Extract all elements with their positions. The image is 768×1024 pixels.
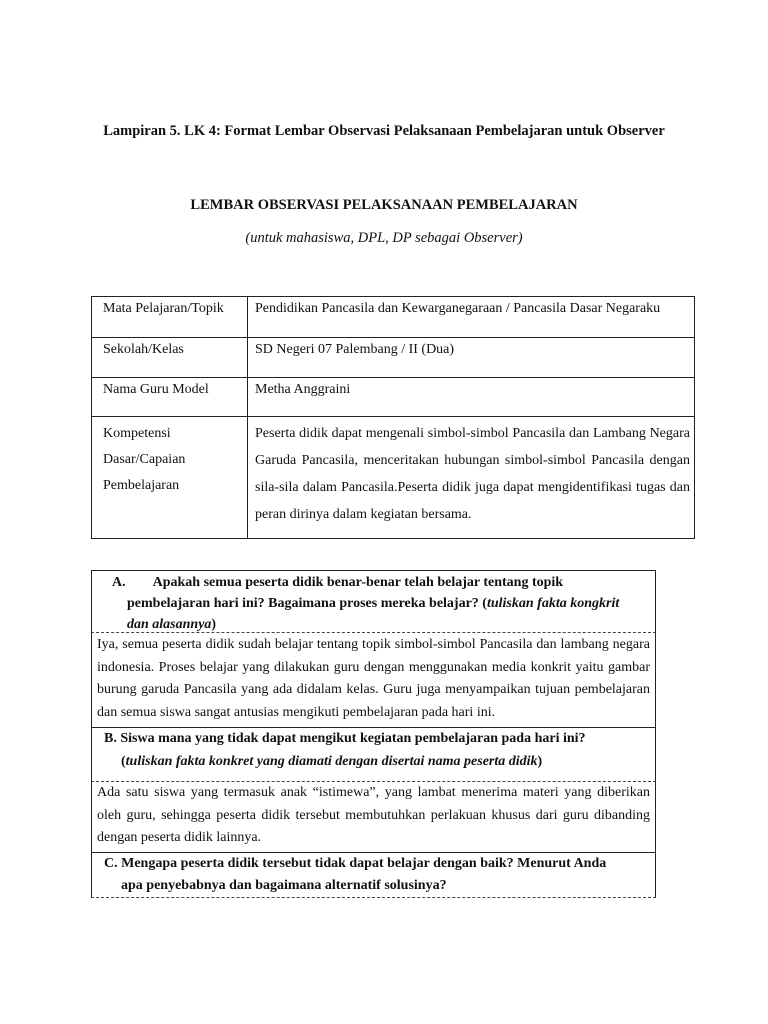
- field-label-competency: [92, 417, 248, 539]
- field-value-competency: [248, 417, 695, 539]
- field-value-teacher: Metha Anggraini: [248, 378, 695, 417]
- question-a-line: [100, 572, 647, 593]
- answer-b: Ada satu siswa yang termasuk anak “istimewa”, yang lambat menerima materi yang diberikan oleh guru, sehingga peserta didik tersebut membutuhkan perlakuan khusus dari guru dibanding dengan peserta didik lainnya.: [91, 782, 656, 853]
- question-c-line: apa penyebabnya dan bagaimana alternatif solusinya?: [121, 878, 447, 893]
- page-title: LEMBAR OBSERVASI PELAKSANAAN PEMBELAJARAN: [190, 197, 578, 213]
- question-c: [91, 853, 656, 898]
- table-row: [92, 378, 695, 417]
- question-a-text: pembelajaran hari ini? Bagaimana proses mereka belajar? (: [127, 596, 487, 611]
- question-b-text: ): [537, 753, 543, 769]
- question-a-note: dan alasannya: [127, 617, 212, 632]
- competency-text: Peserta didik dapat mengenali simbol-simbol Pancasila dan Lambang Negara Garuda Pancasila, menceritakan hubungan simbol-simbol Pancasila dengan sila-sila dalam Pancasila.Peserta didik juga dapat mengidentifikasi tugas dan peran dirinya dalam kegiatan bersama.: [255, 426, 690, 522]
- field-label-school: Sekolah/Kelas: [92, 338, 248, 378]
- question-a-text: Apakah semua peserta didik benar-benar telah belajar tentang topik: [152, 575, 564, 590]
- field-value-subject: Pendidikan Pancasila dan Kewarganegaraan / Pancasila Dasar Negaraku: [248, 297, 695, 338]
- page-subtitle: (untuk mahasiswa, DPL, DP sebagai Observer): [245, 230, 523, 246]
- question-b-line: [104, 751, 647, 774]
- question-a: [91, 570, 656, 633]
- competency-label-line: Dasar/Capaian: [103, 452, 186, 467]
- table-row: [92, 338, 695, 378]
- table-row: [92, 417, 695, 539]
- question-b-text: (: [121, 753, 126, 769]
- question-a-line: [100, 593, 647, 614]
- question-b-line: B. Siswa mana yang tidak dapat mengikut kegiatan pembelajaran pada hari ini?: [104, 731, 586, 746]
- observation-info-table: [91, 296, 695, 539]
- competency-label-line: Pembelajaran: [103, 478, 180, 493]
- field-label-subject: Mata Pelajaran/Topik: [92, 297, 248, 338]
- field-label-teacher: Nama Guru Model: [92, 378, 248, 417]
- appendix-title: Lampiran 5. LK 4: Format Lembar Observasi Pelaksanaan Pembelajaran untuk Observer: [103, 123, 665, 139]
- question-a-marker: A.: [112, 575, 126, 590]
- field-value-school: SD Negeri 07 Palembang / II (Dua): [248, 338, 695, 378]
- question-b: [91, 728, 656, 782]
- answer-a: Iya, semua peserta didik sudah belajar tentang topik simbol-simbol Pancasila dan lambang negara indonesia. Proses belajar yang dilakukan guru dengan menggunakan media konkrit yaitu gambar burung garuda Pancasila yang ada didalam kelas. Guru juga menyampaikan tujuan pembelajaran dan semua siswa sangat antusias mengikuti pembelajaran pada hari ini.: [91, 633, 656, 728]
- question-c-line: C. Mengapa peserta didik tersebut tidak dapat belajar dengan baik? Menurut Anda: [104, 856, 607, 871]
- question-a-note: tuliskan fakta kongkrit: [486, 596, 620, 611]
- competency-label-line: Kompetensi: [103, 426, 171, 441]
- table-row: [92, 297, 695, 338]
- question-a-line: [100, 614, 647, 635]
- question-a-text: ): [211, 617, 217, 632]
- question-b-note: tuliskan fakta konkret yang diamati dengan disertai nama peserta didik: [125, 753, 538, 769]
